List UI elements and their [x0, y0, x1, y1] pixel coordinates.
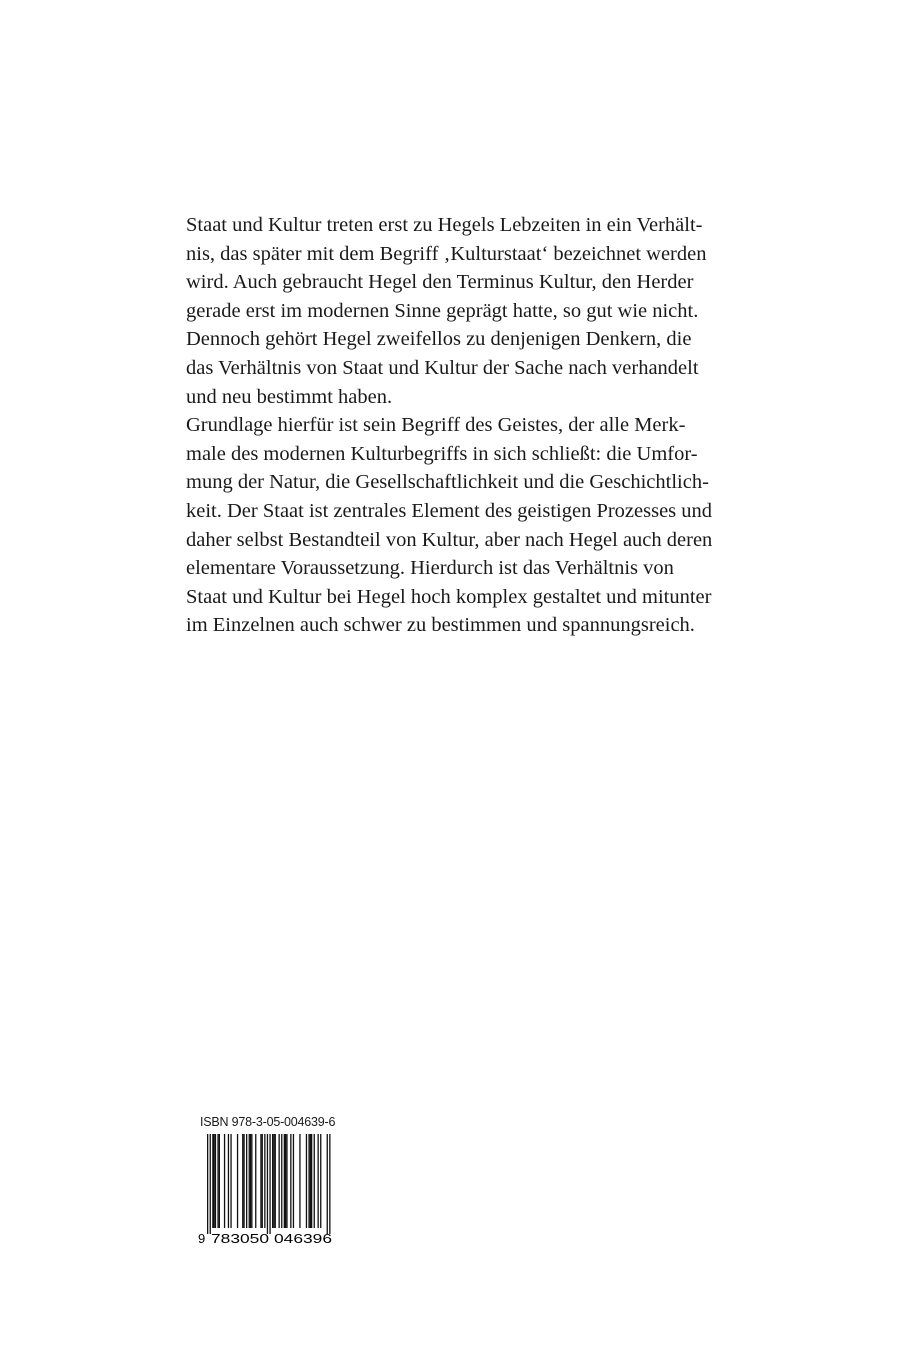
blurb-line: das Verhältnis von Staat und Kultur der Sache nach verhandelt — [186, 356, 699, 379]
blurb-line: Grundlage hierfür ist sein Begriff des Geistes, der alle Merk- — [186, 414, 686, 437]
barcode-bar — [285, 1134, 286, 1228]
barcode-bar — [275, 1134, 276, 1228]
barcode-bar — [251, 1134, 252, 1228]
barcode-bars — [207, 1134, 331, 1234]
barcode-bar — [318, 1134, 319, 1228]
blurb-line: male des modernen Kulturbegriffs in sich schließt: die Umfor- — [186, 442, 698, 465]
barcode-graphic — [198, 1134, 340, 1246]
barcode-bar — [237, 1134, 238, 1228]
barcode-bar — [281, 1134, 282, 1228]
barcode-bar — [320, 1134, 321, 1228]
barcode-bar — [212, 1134, 213, 1228]
blurb-line: Dennoch gehört Hegel zweifellos zu denjenigen Denkern, die — [186, 328, 692, 351]
barcode-bar — [310, 1134, 311, 1228]
barcode-bar — [217, 1134, 218, 1228]
barcode-bar — [224, 1134, 225, 1228]
barcode-bar — [228, 1134, 229, 1228]
barcode-bar — [264, 1134, 265, 1228]
blurb-line: keit. Der Staat ist zentrales Element des geistigen Prozesses und — [186, 499, 713, 522]
blurb-line: Staat und Kultur treten erst zu Hegels Lebzeiten in ein Verhält- — [186, 214, 703, 236]
barcode-bar — [311, 1134, 312, 1228]
blurb-line: wird. Auch gebraucht Hegel den Terminus Kultur, den Herder — [186, 271, 694, 294]
barcode-bar — [279, 1134, 280, 1228]
barcode-bar — [243, 1134, 244, 1228]
barcode-guard-bar — [269, 1134, 270, 1234]
barcode-bar — [306, 1134, 307, 1228]
blurb-line: gerade erst im modernen Sinne geprägt hatte, so gut wie nicht. — [186, 299, 699, 322]
barcode-bar — [314, 1134, 315, 1228]
barcode-digit-first: 9 — [198, 1231, 206, 1246]
barcode-bar — [260, 1134, 261, 1228]
blurb-line: elementare Voraussetzung. Hierdurch ist das Verhältnis von — [186, 557, 674, 580]
barcode-bar — [250, 1134, 251, 1228]
barcode-bar — [272, 1134, 273, 1228]
blurb-line: nis, das später mit dem Begriff ‚Kulturstaat‘ bezeichnet werden — [186, 242, 707, 265]
barcode-bar — [242, 1134, 243, 1228]
barcode-bar — [293, 1134, 294, 1228]
barcode-bar — [255, 1134, 256, 1228]
blurb-line: und neu bestimmt haben. — [186, 385, 393, 408]
barcode-bar — [286, 1134, 287, 1228]
barcode-digits-right: 046396 — [274, 1231, 332, 1246]
barcode-bar — [215, 1134, 216, 1228]
blurb-line: Staat und Kultur bei Hegel hoch komplex gestaltet und mitunter — [186, 585, 712, 608]
barcode-bar — [284, 1134, 285, 1228]
barcode-guard-bar — [207, 1134, 208, 1234]
barcode-bar — [214, 1134, 215, 1228]
barcode-bar — [262, 1134, 263, 1228]
barcode-bar — [273, 1134, 274, 1228]
back-cover-blurb — [186, 211, 786, 640]
barcode-digits-left: 783050 — [211, 1231, 269, 1246]
barcode-bar — [290, 1134, 291, 1228]
isbn-label: ISBN 978-3-05-004639-6 — [200, 1115, 336, 1129]
barcode-bar — [249, 1134, 250, 1228]
barcode-guard-bar — [327, 1134, 328, 1234]
blurb-line: im Einzelnen auch schwer zu bestimmen und spannungsreich. — [186, 614, 695, 637]
barcode-guard-bar — [210, 1134, 211, 1234]
barcode-bar — [308, 1134, 309, 1228]
blurb-line: mung der Natur, die Gesellschaftlichkeit und die Geschichtlich- — [186, 471, 709, 494]
barcode-bar — [246, 1134, 247, 1228]
barcode-guard-bar — [329, 1134, 330, 1234]
blurb-line: daher selbst Bestandteil von Kultur, aber nach Hegel auch deren — [186, 528, 713, 551]
barcode-bar — [230, 1134, 231, 1228]
barcode-guard-bar — [267, 1134, 268, 1234]
barcode-bar — [299, 1134, 300, 1228]
isbn-barcode-block — [198, 1115, 348, 1246]
barcode-bar — [219, 1134, 220, 1228]
